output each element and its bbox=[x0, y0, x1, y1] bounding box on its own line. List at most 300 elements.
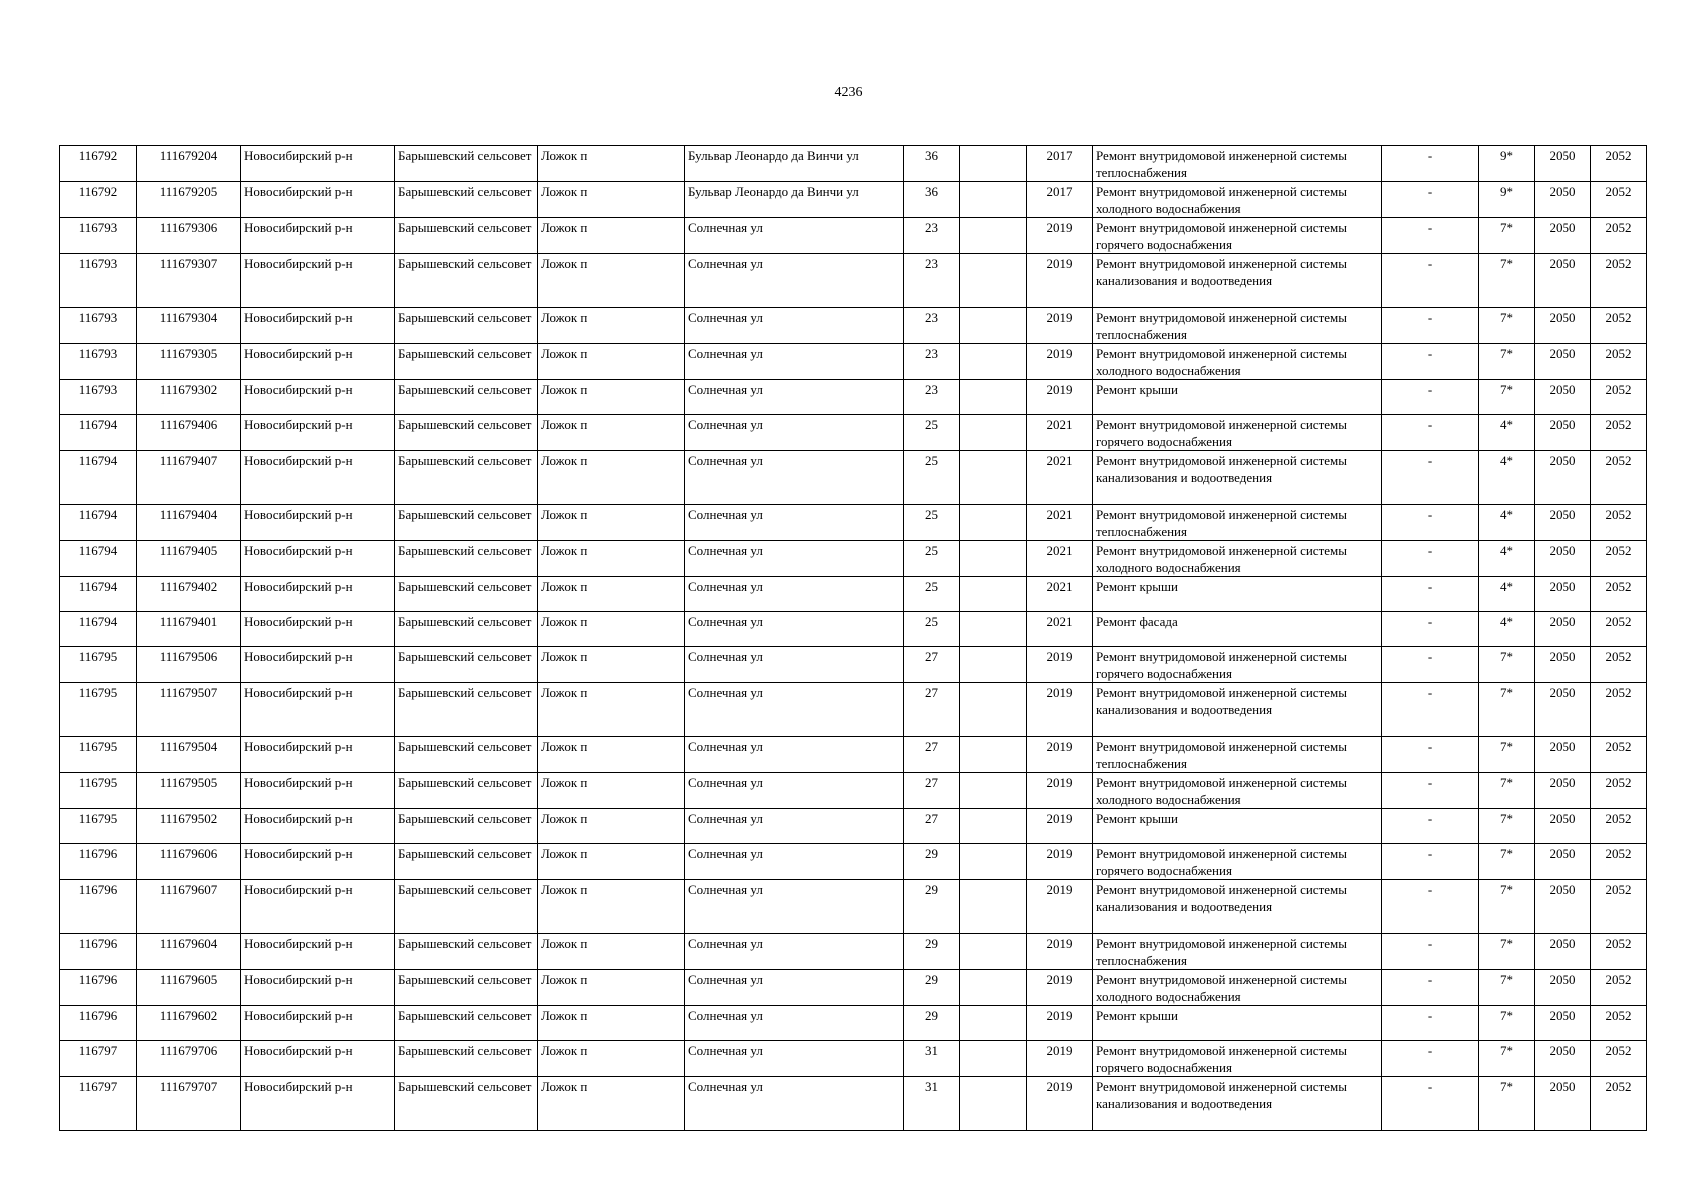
work-code-cell: 111679307 bbox=[137, 254, 241, 308]
dash-cell: - bbox=[1382, 218, 1479, 254]
street-cell: Солнечная ул bbox=[685, 505, 904, 541]
dash-cell: - bbox=[1382, 970, 1479, 1006]
year-to-cell: 2052 bbox=[1591, 505, 1647, 541]
building-cell bbox=[960, 415, 1027, 451]
commission-year-cell: 2017 bbox=[1027, 146, 1093, 182]
work-code-cell: 111679607 bbox=[137, 880, 241, 934]
commission-year-cell: 2021 bbox=[1027, 415, 1093, 451]
house-id-cell: 116792 bbox=[60, 146, 137, 182]
table-row bbox=[60, 344, 1647, 380]
table-row bbox=[60, 1077, 1647, 1131]
work-code-cell: 111679502 bbox=[137, 809, 241, 844]
year-to-cell: 2052 bbox=[1591, 308, 1647, 344]
table-row bbox=[60, 577, 1647, 612]
work-type-cell: Ремонт внутридомовой инженерной системы холодного водоснабжения bbox=[1093, 773, 1382, 809]
council-cell: Барышевский сельсовет bbox=[395, 809, 538, 844]
district-cell: Новосибирский р-н bbox=[241, 182, 395, 218]
year-from-cell: 2050 bbox=[1535, 146, 1591, 182]
period-cell: 7* bbox=[1479, 934, 1535, 970]
dash-cell: - bbox=[1382, 1077, 1479, 1131]
street-cell: Солнечная ул bbox=[685, 737, 904, 773]
house-id-cell: 116794 bbox=[60, 505, 137, 541]
street-cell: Солнечная ул bbox=[685, 344, 904, 380]
work-type-cell: Ремонт внутридомовой инженерной системы холодного водоснабжения bbox=[1093, 344, 1382, 380]
commission-year-cell: 2019 bbox=[1027, 380, 1093, 415]
work-type-cell: Ремонт внутридомовой инженерной системы горячего водоснабжения bbox=[1093, 218, 1382, 254]
house-id-cell: 116795 bbox=[60, 683, 137, 737]
district-cell: Новосибирский р-н bbox=[241, 647, 395, 683]
period-cell: 7* bbox=[1479, 773, 1535, 809]
commission-year-cell: 2021 bbox=[1027, 577, 1093, 612]
work-code-cell: 111679406 bbox=[137, 415, 241, 451]
building-cell bbox=[960, 612, 1027, 647]
council-cell: Барышевский сельсовет bbox=[395, 683, 538, 737]
year-to-cell: 2052 bbox=[1591, 809, 1647, 844]
period-cell: 7* bbox=[1479, 647, 1535, 683]
work-code-cell: 111679404 bbox=[137, 505, 241, 541]
commission-year-cell: 2019 bbox=[1027, 844, 1093, 880]
period-cell: 7* bbox=[1479, 1041, 1535, 1077]
year-from-cell: 2050 bbox=[1535, 308, 1591, 344]
year-to-cell: 2052 bbox=[1591, 647, 1647, 683]
table-row bbox=[60, 1006, 1647, 1041]
house-number-cell: 25 bbox=[904, 505, 960, 541]
year-to-cell: 2052 bbox=[1591, 844, 1647, 880]
work-type-cell: Ремонт внутридомовой инженерной системы горячего водоснабжения bbox=[1093, 1041, 1382, 1077]
year-to-cell: 2052 bbox=[1591, 737, 1647, 773]
house-number-cell: 31 bbox=[904, 1041, 960, 1077]
dash-cell: - bbox=[1382, 254, 1479, 308]
year-from-cell: 2050 bbox=[1535, 505, 1591, 541]
table-row bbox=[60, 844, 1647, 880]
dash-cell: - bbox=[1382, 451, 1479, 505]
table-row bbox=[60, 612, 1647, 647]
work-type-cell: Ремонт внутридомовой инженерной системы теплоснабжения bbox=[1093, 308, 1382, 344]
house-number-cell: 29 bbox=[904, 1006, 960, 1041]
work-code-cell: 111679707 bbox=[137, 1077, 241, 1131]
dash-cell: - bbox=[1382, 737, 1479, 773]
table-row bbox=[60, 308, 1647, 344]
street-cell: Солнечная ул bbox=[685, 970, 904, 1006]
year-from-cell: 2050 bbox=[1535, 182, 1591, 218]
house-number-cell: 23 bbox=[904, 254, 960, 308]
year-to-cell: 2052 bbox=[1591, 1041, 1647, 1077]
council-cell: Барышевский сельсовет bbox=[395, 505, 538, 541]
council-cell: Барышевский сельсовет bbox=[395, 182, 538, 218]
district-cell: Новосибирский р-н bbox=[241, 934, 395, 970]
work-code-cell: 111679407 bbox=[137, 451, 241, 505]
district-cell: Новосибирский р-н bbox=[241, 773, 395, 809]
work-code-cell: 111679606 bbox=[137, 844, 241, 880]
period-cell: 4* bbox=[1479, 505, 1535, 541]
street-cell: Солнечная ул bbox=[685, 934, 904, 970]
locality-cell: Ложок п bbox=[538, 451, 685, 505]
locality-cell: Ложок п bbox=[538, 1006, 685, 1041]
dash-cell: - bbox=[1382, 880, 1479, 934]
commission-year-cell: 2019 bbox=[1027, 1006, 1093, 1041]
year-from-cell: 2050 bbox=[1535, 1077, 1591, 1131]
period-cell: 4* bbox=[1479, 612, 1535, 647]
council-cell: Барышевский сельсовет bbox=[395, 773, 538, 809]
work-type-cell: Ремонт внутридомовой инженерной системы канализования и водоотведения bbox=[1093, 683, 1382, 737]
period-cell: 7* bbox=[1479, 737, 1535, 773]
dash-cell: - bbox=[1382, 773, 1479, 809]
year-from-cell: 2050 bbox=[1535, 415, 1591, 451]
building-cell bbox=[960, 254, 1027, 308]
locality-cell: Ложок п bbox=[538, 505, 685, 541]
house-id-cell: 116796 bbox=[60, 880, 137, 934]
council-cell: Барышевский сельсовет bbox=[395, 612, 538, 647]
house-number-cell: 25 bbox=[904, 415, 960, 451]
work-code-cell: 111679304 bbox=[137, 308, 241, 344]
locality-cell: Ложок п bbox=[538, 647, 685, 683]
building-cell bbox=[960, 505, 1027, 541]
work-type-cell: Ремонт внутридомовой инженерной системы теплоснабжения bbox=[1093, 934, 1382, 970]
commission-year-cell: 2019 bbox=[1027, 344, 1093, 380]
commission-year-cell: 2019 bbox=[1027, 218, 1093, 254]
work-code-cell: 111679401 bbox=[137, 612, 241, 647]
house-id-cell: 116794 bbox=[60, 541, 137, 577]
district-cell: Новосибирский р-н bbox=[241, 254, 395, 308]
commission-year-cell: 2017 bbox=[1027, 182, 1093, 218]
commission-year-cell: 2019 bbox=[1027, 1041, 1093, 1077]
work-type-cell: Ремонт внутридомовой инженерной системы горячего водоснабжения bbox=[1093, 844, 1382, 880]
council-cell: Барышевский сельсовет bbox=[395, 647, 538, 683]
commission-year-cell: 2021 bbox=[1027, 505, 1093, 541]
council-cell: Барышевский сельсовет bbox=[395, 970, 538, 1006]
council-cell: Барышевский сельсовет bbox=[395, 1041, 538, 1077]
house-number-cell: 25 bbox=[904, 451, 960, 505]
year-from-cell: 2050 bbox=[1535, 577, 1591, 612]
district-cell: Новосибирский р-н bbox=[241, 541, 395, 577]
year-from-cell: 2050 bbox=[1535, 934, 1591, 970]
locality-cell: Ложок п bbox=[538, 683, 685, 737]
building-cell bbox=[960, 1041, 1027, 1077]
building-cell bbox=[960, 773, 1027, 809]
house-number-cell: 29 bbox=[904, 844, 960, 880]
locality-cell: Ложок п bbox=[538, 612, 685, 647]
period-cell: 4* bbox=[1479, 541, 1535, 577]
table-row bbox=[60, 182, 1647, 218]
building-cell bbox=[960, 344, 1027, 380]
dash-cell: - bbox=[1382, 415, 1479, 451]
building-cell bbox=[960, 809, 1027, 844]
work-code-cell: 111679507 bbox=[137, 683, 241, 737]
building-cell bbox=[960, 146, 1027, 182]
district-cell: Новосибирский р-н bbox=[241, 218, 395, 254]
year-from-cell: 2050 bbox=[1535, 541, 1591, 577]
commission-year-cell: 2021 bbox=[1027, 612, 1093, 647]
dash-cell: - bbox=[1382, 577, 1479, 612]
page-number: 4236 bbox=[834, 85, 863, 100]
commission-year-cell: 2019 bbox=[1027, 683, 1093, 737]
house-id-cell: 116793 bbox=[60, 344, 137, 380]
street-cell: Солнечная ул bbox=[685, 683, 904, 737]
street-cell: Солнечная ул bbox=[685, 541, 904, 577]
dash-cell: - bbox=[1382, 1041, 1479, 1077]
work-code-cell: 111679604 bbox=[137, 934, 241, 970]
district-cell: Новосибирский р-н bbox=[241, 1077, 395, 1131]
house-number-cell: 29 bbox=[904, 880, 960, 934]
house-number-cell: 29 bbox=[904, 934, 960, 970]
street-cell: Солнечная ул bbox=[685, 254, 904, 308]
work-code-cell: 111679204 bbox=[137, 146, 241, 182]
locality-cell: Ложок п bbox=[538, 254, 685, 308]
commission-year-cell: 2019 bbox=[1027, 773, 1093, 809]
house-number-cell: 27 bbox=[904, 737, 960, 773]
locality-cell: Ложок п bbox=[538, 1077, 685, 1131]
locality-cell: Ложок п bbox=[538, 541, 685, 577]
year-from-cell: 2050 bbox=[1535, 880, 1591, 934]
dash-cell: - bbox=[1382, 182, 1479, 218]
work-type-cell: Ремонт внутридомовой инженерной системы теплоснабжения bbox=[1093, 737, 1382, 773]
work-type-cell: Ремонт внутридомовой инженерной системы холодного водоснабжения bbox=[1093, 182, 1382, 218]
council-cell: Барышевский сельсовет bbox=[395, 934, 538, 970]
district-cell: Новосибирский р-н bbox=[241, 577, 395, 612]
commission-year-cell: 2019 bbox=[1027, 1077, 1093, 1131]
locality-cell: Ложок п bbox=[538, 844, 685, 880]
district-cell: Новосибирский р-н bbox=[241, 344, 395, 380]
year-from-cell: 2050 bbox=[1535, 809, 1591, 844]
locality-cell: Ложок п bbox=[538, 1041, 685, 1077]
house-id-cell: 116793 bbox=[60, 218, 137, 254]
work-type-cell: Ремонт внутридомовой инженерной системы канализования и водоотведения bbox=[1093, 451, 1382, 505]
building-cell bbox=[960, 541, 1027, 577]
period-cell: 4* bbox=[1479, 451, 1535, 505]
work-code-cell: 111679302 bbox=[137, 380, 241, 415]
street-cell: Солнечная ул bbox=[685, 880, 904, 934]
table-row bbox=[60, 380, 1647, 415]
period-cell: 4* bbox=[1479, 577, 1535, 612]
house-id-cell: 116795 bbox=[60, 737, 137, 773]
locality-cell: Ложок п bbox=[538, 146, 685, 182]
house-id-cell: 116792 bbox=[60, 182, 137, 218]
year-to-cell: 2052 bbox=[1591, 773, 1647, 809]
dash-cell: - bbox=[1382, 612, 1479, 647]
period-cell: 7* bbox=[1479, 1006, 1535, 1041]
street-cell: Солнечная ул bbox=[685, 809, 904, 844]
year-to-cell: 2052 bbox=[1591, 380, 1647, 415]
district-cell: Новосибирский р-н bbox=[241, 880, 395, 934]
council-cell: Барышевский сельсовет bbox=[395, 308, 538, 344]
year-from-cell: 2050 bbox=[1535, 451, 1591, 505]
district-cell: Новосибирский р-н bbox=[241, 970, 395, 1006]
district-cell: Новосибирский р-н bbox=[241, 1041, 395, 1077]
work-code-cell: 111679205 bbox=[137, 182, 241, 218]
dash-cell: - bbox=[1382, 344, 1479, 380]
year-to-cell: 2052 bbox=[1591, 683, 1647, 737]
building-cell bbox=[960, 880, 1027, 934]
building-cell bbox=[960, 737, 1027, 773]
work-code-cell: 111679506 bbox=[137, 647, 241, 683]
district-cell: Новосибирский р-н bbox=[241, 380, 395, 415]
year-to-cell: 2052 bbox=[1591, 880, 1647, 934]
work-code-cell: 111679505 bbox=[137, 773, 241, 809]
table-row bbox=[60, 1041, 1647, 1077]
house-number-cell: 25 bbox=[904, 612, 960, 647]
locality-cell: Ложок п bbox=[538, 934, 685, 970]
council-cell: Барышевский сельсовет bbox=[395, 844, 538, 880]
table-row bbox=[60, 773, 1647, 809]
year-from-cell: 2050 bbox=[1535, 1006, 1591, 1041]
year-from-cell: 2050 bbox=[1535, 612, 1591, 647]
period-cell: 7* bbox=[1479, 1077, 1535, 1131]
locality-cell: Ложок п bbox=[538, 380, 685, 415]
table-row bbox=[60, 880, 1647, 934]
work-type-cell: Ремонт крыши bbox=[1093, 809, 1382, 844]
year-to-cell: 2052 bbox=[1591, 415, 1647, 451]
work-code-cell: 111679602 bbox=[137, 1006, 241, 1041]
district-cell: Новосибирский р-н bbox=[241, 308, 395, 344]
year-to-cell: 2052 bbox=[1591, 612, 1647, 647]
building-cell bbox=[960, 1006, 1027, 1041]
street-cell: Солнечная ул bbox=[685, 844, 904, 880]
council-cell: Барышевский сельсовет bbox=[395, 577, 538, 612]
dash-cell: - bbox=[1382, 505, 1479, 541]
street-cell: Солнечная ул bbox=[685, 1077, 904, 1131]
period-cell: 7* bbox=[1479, 809, 1535, 844]
table-row bbox=[60, 683, 1647, 737]
year-to-cell: 2052 bbox=[1591, 1077, 1647, 1131]
street-cell: Солнечная ул bbox=[685, 308, 904, 344]
street-cell: Солнечная ул bbox=[685, 647, 904, 683]
house-id-cell: 116796 bbox=[60, 844, 137, 880]
council-cell: Барышевский сельсовет bbox=[395, 737, 538, 773]
house-number-cell: 23 bbox=[904, 218, 960, 254]
district-cell: Новосибирский р-н bbox=[241, 1006, 395, 1041]
period-cell: 7* bbox=[1479, 380, 1535, 415]
house-number-cell: 27 bbox=[904, 809, 960, 844]
period-cell: 7* bbox=[1479, 970, 1535, 1006]
building-cell bbox=[960, 970, 1027, 1006]
street-cell: Солнечная ул bbox=[685, 451, 904, 505]
house-id-cell: 116793 bbox=[60, 308, 137, 344]
work-type-cell: Ремонт внутридомовой инженерной системы холодного водоснабжения bbox=[1093, 541, 1382, 577]
street-cell: Солнечная ул bbox=[685, 612, 904, 647]
building-cell bbox=[960, 182, 1027, 218]
year-from-cell: 2050 bbox=[1535, 844, 1591, 880]
locality-cell: Ложок п bbox=[538, 218, 685, 254]
work-code-cell: 111679405 bbox=[137, 541, 241, 577]
period-cell: 9* bbox=[1479, 182, 1535, 218]
house-number-cell: 25 bbox=[904, 541, 960, 577]
street-cell: Солнечная ул bbox=[685, 773, 904, 809]
district-cell: Новосибирский р-н bbox=[241, 737, 395, 773]
house-id-cell: 116797 bbox=[60, 1041, 137, 1077]
house-number-cell: 23 bbox=[904, 344, 960, 380]
locality-cell: Ложок п bbox=[538, 880, 685, 934]
building-cell bbox=[960, 451, 1027, 505]
building-cell bbox=[960, 380, 1027, 415]
house-number-cell: 23 bbox=[904, 308, 960, 344]
house-number-cell: 29 bbox=[904, 970, 960, 1006]
house-id-cell: 116794 bbox=[60, 612, 137, 647]
commission-year-cell: 2019 bbox=[1027, 737, 1093, 773]
year-from-cell: 2050 bbox=[1535, 380, 1591, 415]
table-row bbox=[60, 505, 1647, 541]
building-cell bbox=[960, 577, 1027, 612]
dash-cell: - bbox=[1382, 934, 1479, 970]
dash-cell: - bbox=[1382, 308, 1479, 344]
work-type-cell: Ремонт внутридомовой инженерной системы холодного водоснабжения bbox=[1093, 970, 1382, 1006]
commission-year-cell: 2019 bbox=[1027, 970, 1093, 1006]
work-type-cell: Ремонт крыши bbox=[1093, 577, 1382, 612]
district-cell: Новосибирский р-н bbox=[241, 505, 395, 541]
house-id-cell: 116794 bbox=[60, 415, 137, 451]
street-cell: Солнечная ул bbox=[685, 1006, 904, 1041]
house-number-cell: 36 bbox=[904, 182, 960, 218]
street-cell: Солнечная ул bbox=[685, 1041, 904, 1077]
house-id-cell: 116795 bbox=[60, 773, 137, 809]
house-number-cell: 23 bbox=[904, 380, 960, 415]
year-from-cell: 2050 bbox=[1535, 773, 1591, 809]
district-cell: Новосибирский р-н bbox=[241, 844, 395, 880]
work-type-cell: Ремонт внутридомовой инженерной системы теплоснабжения bbox=[1093, 505, 1382, 541]
year-from-cell: 2050 bbox=[1535, 1041, 1591, 1077]
commission-year-cell: 2019 bbox=[1027, 809, 1093, 844]
period-cell: 7* bbox=[1479, 344, 1535, 380]
work-type-cell: Ремонт внутридомовой инженерной системы канализования и водоотведения bbox=[1093, 880, 1382, 934]
council-cell: Барышевский сельсовет bbox=[395, 451, 538, 505]
year-to-cell: 2052 bbox=[1591, 541, 1647, 577]
work-type-cell: Ремонт внутридомовой инженерной системы канализования и водоотведения bbox=[1093, 254, 1382, 308]
dash-cell: - bbox=[1382, 647, 1479, 683]
house-id-cell: 116796 bbox=[60, 1006, 137, 1041]
work-type-cell: Ремонт крыши bbox=[1093, 1006, 1382, 1041]
council-cell: Барышевский сельсовет bbox=[395, 254, 538, 308]
council-cell: Барышевский сельсовет bbox=[395, 146, 538, 182]
work-type-cell: Ремонт внутридомовой инженерной системы канализования и водоотведения bbox=[1093, 1077, 1382, 1131]
commission-year-cell: 2019 bbox=[1027, 254, 1093, 308]
commission-year-cell: 2019 bbox=[1027, 934, 1093, 970]
house-id-cell: 116795 bbox=[60, 647, 137, 683]
work-code-cell: 111679402 bbox=[137, 577, 241, 612]
year-from-cell: 2050 bbox=[1535, 218, 1591, 254]
locality-cell: Ложок п bbox=[538, 308, 685, 344]
house-number-cell: 25 bbox=[904, 577, 960, 612]
work-type-cell: Ремонт фасада bbox=[1093, 612, 1382, 647]
year-to-cell: 2052 bbox=[1591, 146, 1647, 182]
year-to-cell: 2052 bbox=[1591, 1006, 1647, 1041]
district-cell: Новосибирский р-н bbox=[241, 683, 395, 737]
period-cell: 7* bbox=[1479, 844, 1535, 880]
locality-cell: Ложок п bbox=[538, 970, 685, 1006]
year-to-cell: 2052 bbox=[1591, 218, 1647, 254]
year-from-cell: 2050 bbox=[1535, 970, 1591, 1006]
table-row bbox=[60, 647, 1647, 683]
year-from-cell: 2050 bbox=[1535, 647, 1591, 683]
building-cell bbox=[960, 647, 1027, 683]
locality-cell: Ложок п bbox=[538, 182, 685, 218]
locality-cell: Ложок п bbox=[538, 809, 685, 844]
house-id-cell: 116794 bbox=[60, 577, 137, 612]
house-id-cell: 116796 bbox=[60, 970, 137, 1006]
year-from-cell: 2050 bbox=[1535, 737, 1591, 773]
commission-year-cell: 2019 bbox=[1027, 647, 1093, 683]
house-id-cell: 116796 bbox=[60, 934, 137, 970]
year-to-cell: 2052 bbox=[1591, 970, 1647, 1006]
work-code-cell: 111679605 bbox=[137, 970, 241, 1006]
locality-cell: Ложок п bbox=[538, 415, 685, 451]
table-row bbox=[60, 541, 1647, 577]
work-code-cell: 111679706 bbox=[137, 1041, 241, 1077]
street-cell: Бульвар Леонардо да Винчи ул bbox=[685, 182, 904, 218]
council-cell: Барышевский сельсовет bbox=[395, 415, 538, 451]
table-row bbox=[60, 970, 1647, 1006]
work-code-cell: 111679305 bbox=[137, 344, 241, 380]
district-cell: Новосибирский р-н bbox=[241, 146, 395, 182]
building-cell bbox=[960, 934, 1027, 970]
